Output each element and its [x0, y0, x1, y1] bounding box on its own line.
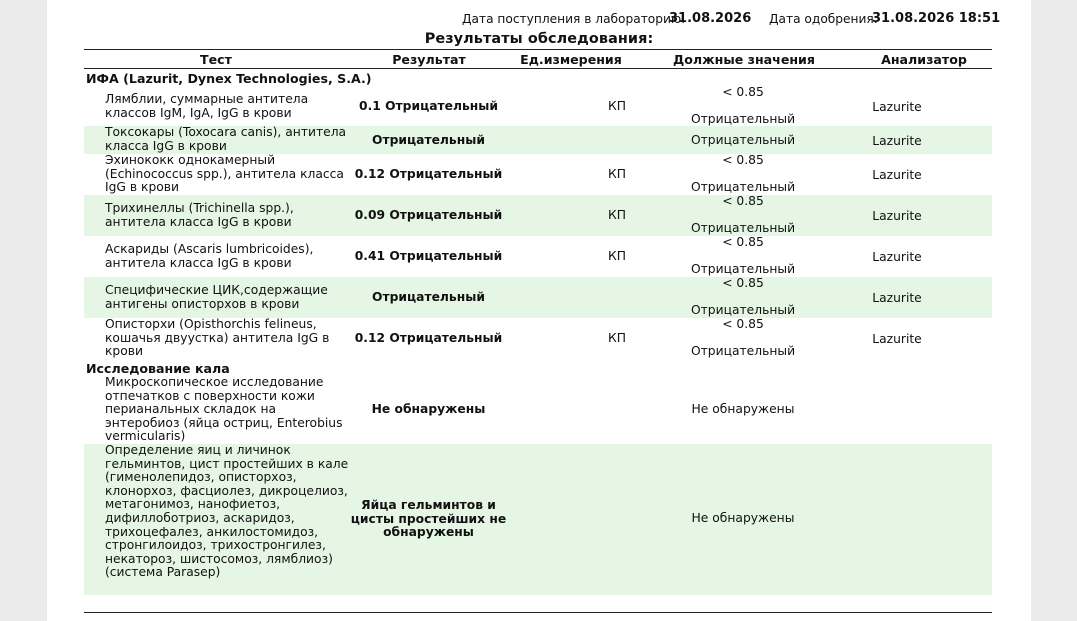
row-unit: КП: [608, 99, 626, 113]
column-header-norm: Должные значения: [673, 52, 815, 67]
row-norm-threshold: < 0.85: [722, 235, 764, 249]
table-row: [84, 376, 992, 444]
row-test-name: Лямблии, суммарные антитела классов IgM, IgA, IgG в крови: [105, 92, 309, 120]
row-test-name: Аскариды (Ascaris lumbricoides), антитела класса IgG в крови: [105, 242, 314, 270]
row-unit: КП: [608, 331, 626, 345]
row-norm-text: Отрицательный: [690, 180, 796, 194]
row-norm-text: Отрицательный: [690, 262, 796, 276]
row-unit: КП: [608, 208, 626, 222]
column-header-analyzer: Анализатор: [881, 52, 967, 67]
row-result: Отрицательный: [372, 133, 485, 147]
row-analyzer: Lazurite: [872, 250, 922, 264]
row-test-name: Трихинеллы (Trichinella spp.), антитела класса IgG в крови: [105, 201, 294, 229]
row-norm-threshold: < 0.85: [722, 194, 764, 208]
row-result: 0.12 Отрицательный: [354, 331, 503, 345]
row-result: 0.09 Отрицательный: [354, 208, 503, 222]
row-norm-threshold: < 0.85: [722, 153, 764, 167]
row-test-name: Определение яиц и личинок гельминтов, цист простейших в кале (гименолепидоз, описторхоз, клонорхоз, фасциолез, дикроцелиоз, метагонимоз, нанофиетоз, дифиллоботриоз, аскаридоз, трихоцефалез, анкилостомидоз, стронгилоидоз, трихостронгилез, некатороз, шистосомоз, лямблиоз) (система Parasep): [105, 443, 349, 580]
row-test-name: Описторхи (Opisthorchis felineus, кошачья двуустка) антитела IgG в крови: [105, 317, 330, 359]
row-result: Отрицательный: [372, 290, 485, 304]
row-norm-text: Не обнаружены: [691, 511, 795, 525]
row-analyzer: Lazurite: [872, 134, 922, 148]
row-norm-text: Отрицательный: [690, 344, 796, 358]
row-result: Не обнаружены: [371, 402, 486, 416]
row-result: 0.12 Отрицательный: [354, 167, 503, 181]
lab-report-page: [47, 0, 1031, 621]
table-row: [84, 318, 992, 360]
row-result: Яйца гельминтов и цисты простейших не обнаружены: [350, 498, 507, 540]
table-row: [84, 236, 992, 277]
column-header-result: Результат: [392, 52, 466, 67]
row-analyzer: Lazurite: [872, 168, 922, 182]
row-norm-text: Не обнаружены: [691, 402, 795, 416]
row-norm-threshold: < 0.85: [722, 276, 764, 290]
table-row: [84, 126, 992, 154]
row-test-name: Токсокары (Toxocara canis), антитела класса IgG в крови: [105, 125, 347, 153]
approved-date-label: Дата одобрения:: [769, 12, 878, 26]
received-date-value: 31.08.2026: [669, 11, 752, 26]
table-row: [84, 154, 992, 195]
table-row: [84, 277, 992, 318]
table-row: [84, 87, 992, 126]
row-result: 0.41 Отрицательный: [354, 249, 503, 263]
row-analyzer: Lazurite: [872, 332, 922, 346]
section-title-stool: Исследование кала: [86, 361, 230, 376]
row-analyzer: Lazurite: [872, 100, 922, 114]
row-analyzer: Lazurite: [872, 291, 922, 305]
column-header-unit: Ед.измерения: [520, 52, 622, 67]
header-bottom-rule: [84, 68, 992, 69]
row-test-name: Эхинококк однокамерный (Echinococcus spp.), антитела класса IgG в крови: [105, 153, 344, 195]
table-top-rule: [84, 49, 992, 50]
row-norm-text: Отрицательный: [690, 221, 796, 235]
row-unit: КП: [608, 249, 626, 263]
table-row: [84, 444, 992, 595]
row-norm-text: Отрицательный: [690, 133, 796, 147]
received-date-label: Дата поступления в лабораторию:: [462, 12, 686, 26]
report-dates: [47, 12, 1031, 28]
table-bottom-rule: [84, 612, 992, 613]
row-norm-threshold: < 0.85: [722, 85, 764, 99]
table-row: [84, 195, 992, 236]
row-norm-text: Отрицательный: [690, 112, 796, 126]
page-title: Результаты обследования:: [424, 31, 654, 47]
row-norm-text: Отрицательный: [690, 303, 796, 317]
section-title-ifa: ИФА (Lazurit, Dynex Technologies, S.A.): [86, 71, 372, 86]
row-result: 0.1 Отрицательный: [359, 99, 498, 113]
row-norm-threshold: < 0.85: [722, 317, 764, 331]
row-test-name: Микроскопическое исследование отпечатков с поверхности кожи перианальных складок на энтеробиоз (яйца остриц, Enterobius vermicularis): [105, 375, 343, 444]
row-analyzer: Lazurite: [872, 209, 922, 223]
approved-date-value: 31.08.2026 18:51: [872, 11, 1001, 26]
column-header-test: Тест: [200, 52, 232, 67]
row-unit: КП: [608, 167, 626, 181]
row-test-name: Специфические ЦИК,содержащие антигены описторхов в крови: [105, 283, 328, 311]
